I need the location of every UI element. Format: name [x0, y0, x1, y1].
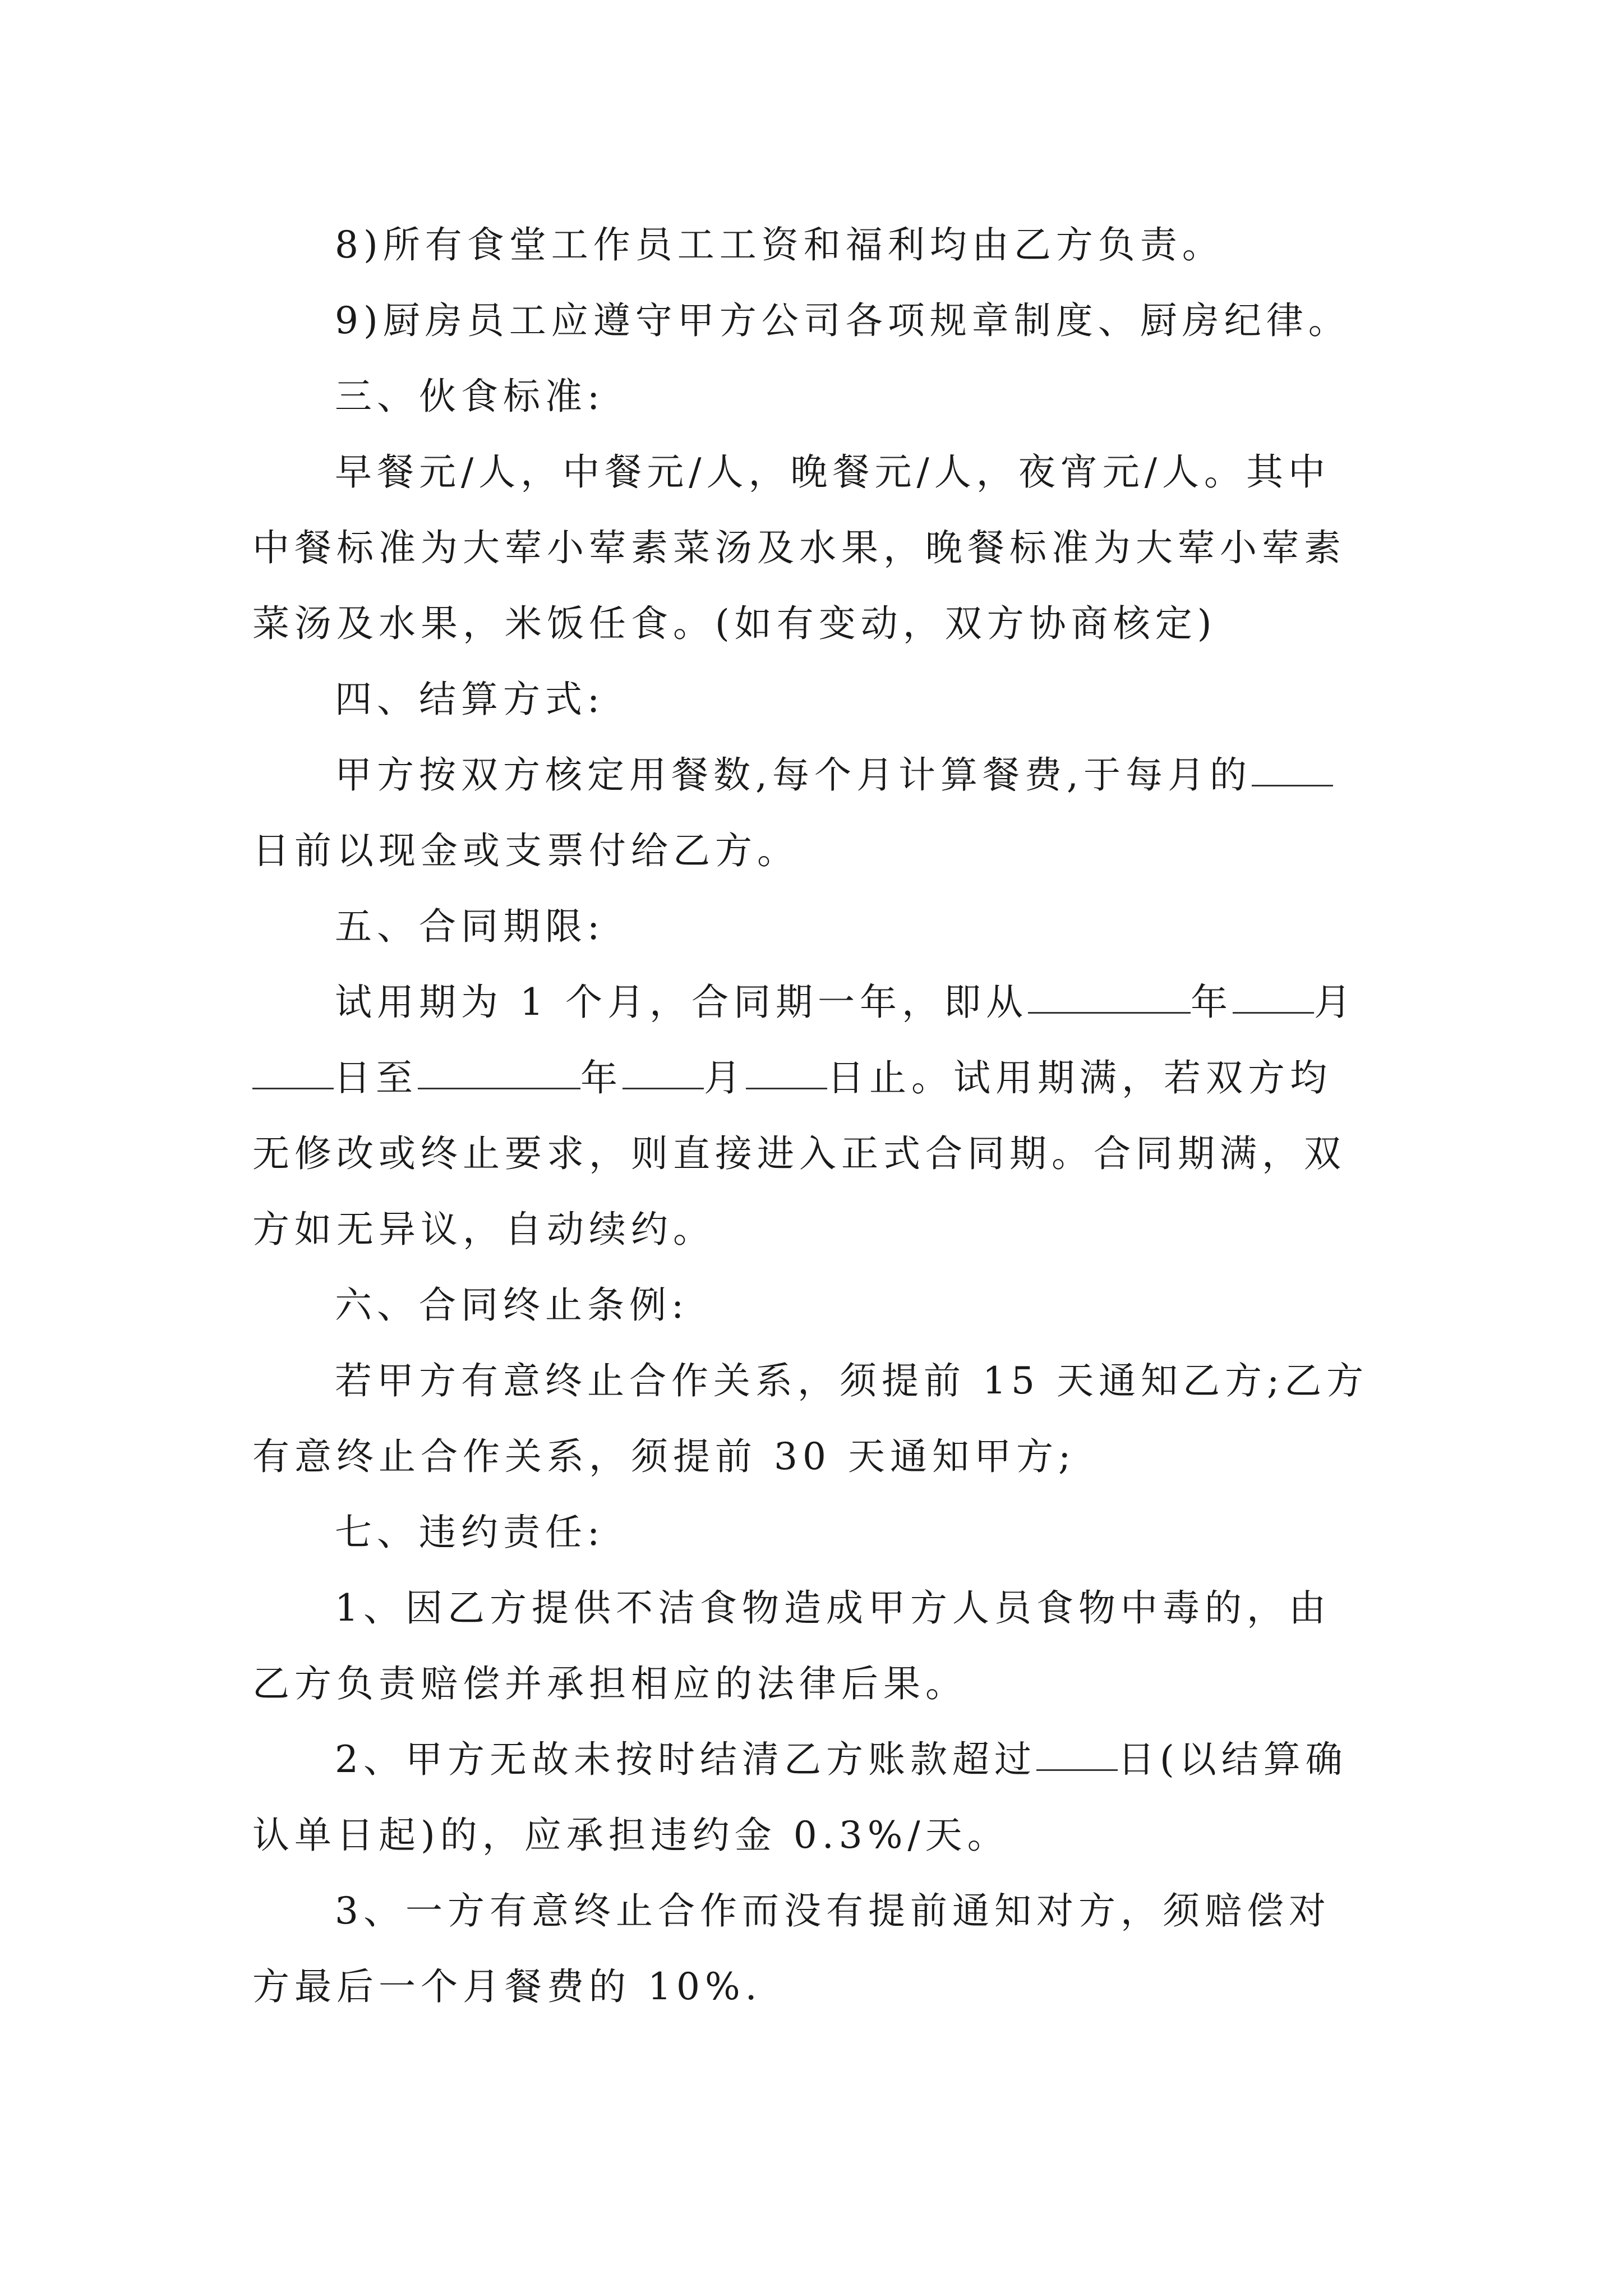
liability-1-line-1 — [335, 1583, 1331, 1634]
start-day-label: 日至 — [334, 1056, 418, 1099]
liability-1-text-1: 1、因乙方提供不洁食物造成甲方人员食物中毒的，由 — [335, 1586, 1331, 1630]
overdue-days-blank — [1036, 1734, 1118, 1771]
liability-2-line-1 — [335, 1734, 1348, 1785]
settlement-day-blank — [1252, 750, 1333, 786]
section-6-heading-text: 六、合同终止条例: — [335, 1283, 689, 1327]
liability-3-line-2 — [252, 1962, 762, 2012]
meal-standard-text-3: 菜汤及水果，米饭任食。(如有变动，双方协商核定) — [252, 602, 1217, 645]
settlement-text-1: 甲方按双方核定用餐数,每个月计算餐费,于每月的 — [335, 753, 1252, 797]
meal-standard-text-1: 早餐元/人，中餐元/人，晚餐元/人，夜宵元/人。其中 — [335, 450, 1330, 494]
liability-1-text-2: 乙方负责赔偿并承担相应的法律后果。 — [252, 1662, 967, 1705]
liability-3-text-2: 方最后一个月餐费的 10%. — [252, 1965, 762, 2008]
section-3-heading-text: 三、伙食标准: — [335, 375, 605, 418]
start-day-blank — [252, 1053, 334, 1089]
clause-8 — [335, 220, 1224, 270]
end-month-label: 月 — [704, 1056, 746, 1099]
termination-text-1: 若甲方有意终止合作关系，须提前 15 天通知乙方;乙方 — [335, 1359, 1369, 1402]
meal-standard-text-2: 中餐标准为大荤小荤素菜汤及水果，晚餐标准为大荤小荤素 — [252, 526, 1346, 569]
term-text-4: 方如无异议，自动续约。 — [252, 1208, 715, 1251]
liability-2-text-1b: 日(以结算确 — [1118, 1738, 1348, 1781]
termination-line-2 — [252, 1432, 1076, 1482]
termination-text-2: 有意终止合作关系，须提前 30 天通知甲方; — [252, 1435, 1076, 1478]
term-line-1 — [335, 977, 1356, 1028]
start-month-label: 月 — [1313, 981, 1356, 1024]
section-7-heading — [335, 1507, 605, 1558]
section-4-heading — [335, 674, 605, 725]
section-4-heading-text: 四、结算方式: — [335, 678, 605, 721]
term-line-4 — [252, 1204, 715, 1255]
section-6-heading — [335, 1280, 689, 1331]
end-year-blank — [418, 1053, 580, 1089]
section-5-heading-text: 五、合同期限: — [335, 905, 605, 948]
section-3-heading — [335, 371, 605, 422]
liability-3-text-1: 3、一方有意终止合作而没有提前通知对方，须赔偿对 — [335, 1889, 1331, 1932]
section-5-heading — [335, 901, 605, 952]
meal-standard-line-3 — [252, 599, 1217, 649]
liability-1-line-2 — [252, 1659, 967, 1709]
settlement-line-1 — [335, 750, 1333, 800]
liability-2-text-2: 认单日起)的，应承担违约金 0.3%/天。 — [252, 1814, 1009, 1857]
end-day-blank — [746, 1053, 827, 1089]
term-line-3 — [252, 1129, 1346, 1179]
clause-9 — [335, 296, 1350, 346]
clause-9-text: 9)厨房员工应遵守甲方公司各项规章制度、厨房纪律。 — [335, 299, 1350, 342]
start-year-blank — [1028, 977, 1191, 1014]
settlement-text-2: 日前以现金或支票付给乙方。 — [252, 829, 799, 872]
end-month-blank — [623, 1053, 704, 1089]
end-year-label: 年 — [580, 1056, 623, 1099]
meal-standard-line-2 — [252, 523, 1346, 573]
termination-line-1 — [335, 1356, 1368, 1406]
start-year-label: 年 — [1190, 981, 1233, 1024]
liability-2-text-1: 2、甲方无故未按时结清乙方账款超过 — [335, 1738, 1036, 1781]
settlement-line-2 — [252, 826, 799, 876]
term-line-2 — [252, 1053, 1332, 1103]
end-day-text: 日止。试用期满，若双方均 — [827, 1056, 1332, 1099]
liability-3-line-1 — [335, 1886, 1331, 1936]
section-7-heading-text: 七、违约责任: — [335, 1511, 605, 1554]
liability-2-line-2 — [252, 1810, 1009, 1861]
meal-standard-line-1 — [335, 447, 1330, 498]
clause-8-text: 8)所有食堂工作员工工资和福利均由乙方负责。 — [335, 223, 1224, 266]
term-text-1: 试用期为 1 个月，合同期一年，即从 — [335, 981, 1028, 1024]
term-text-3: 无修改或终止要求，则直接进入正式合同期。合同期满，双 — [252, 1132, 1346, 1175]
start-month-blank — [1233, 977, 1314, 1014]
